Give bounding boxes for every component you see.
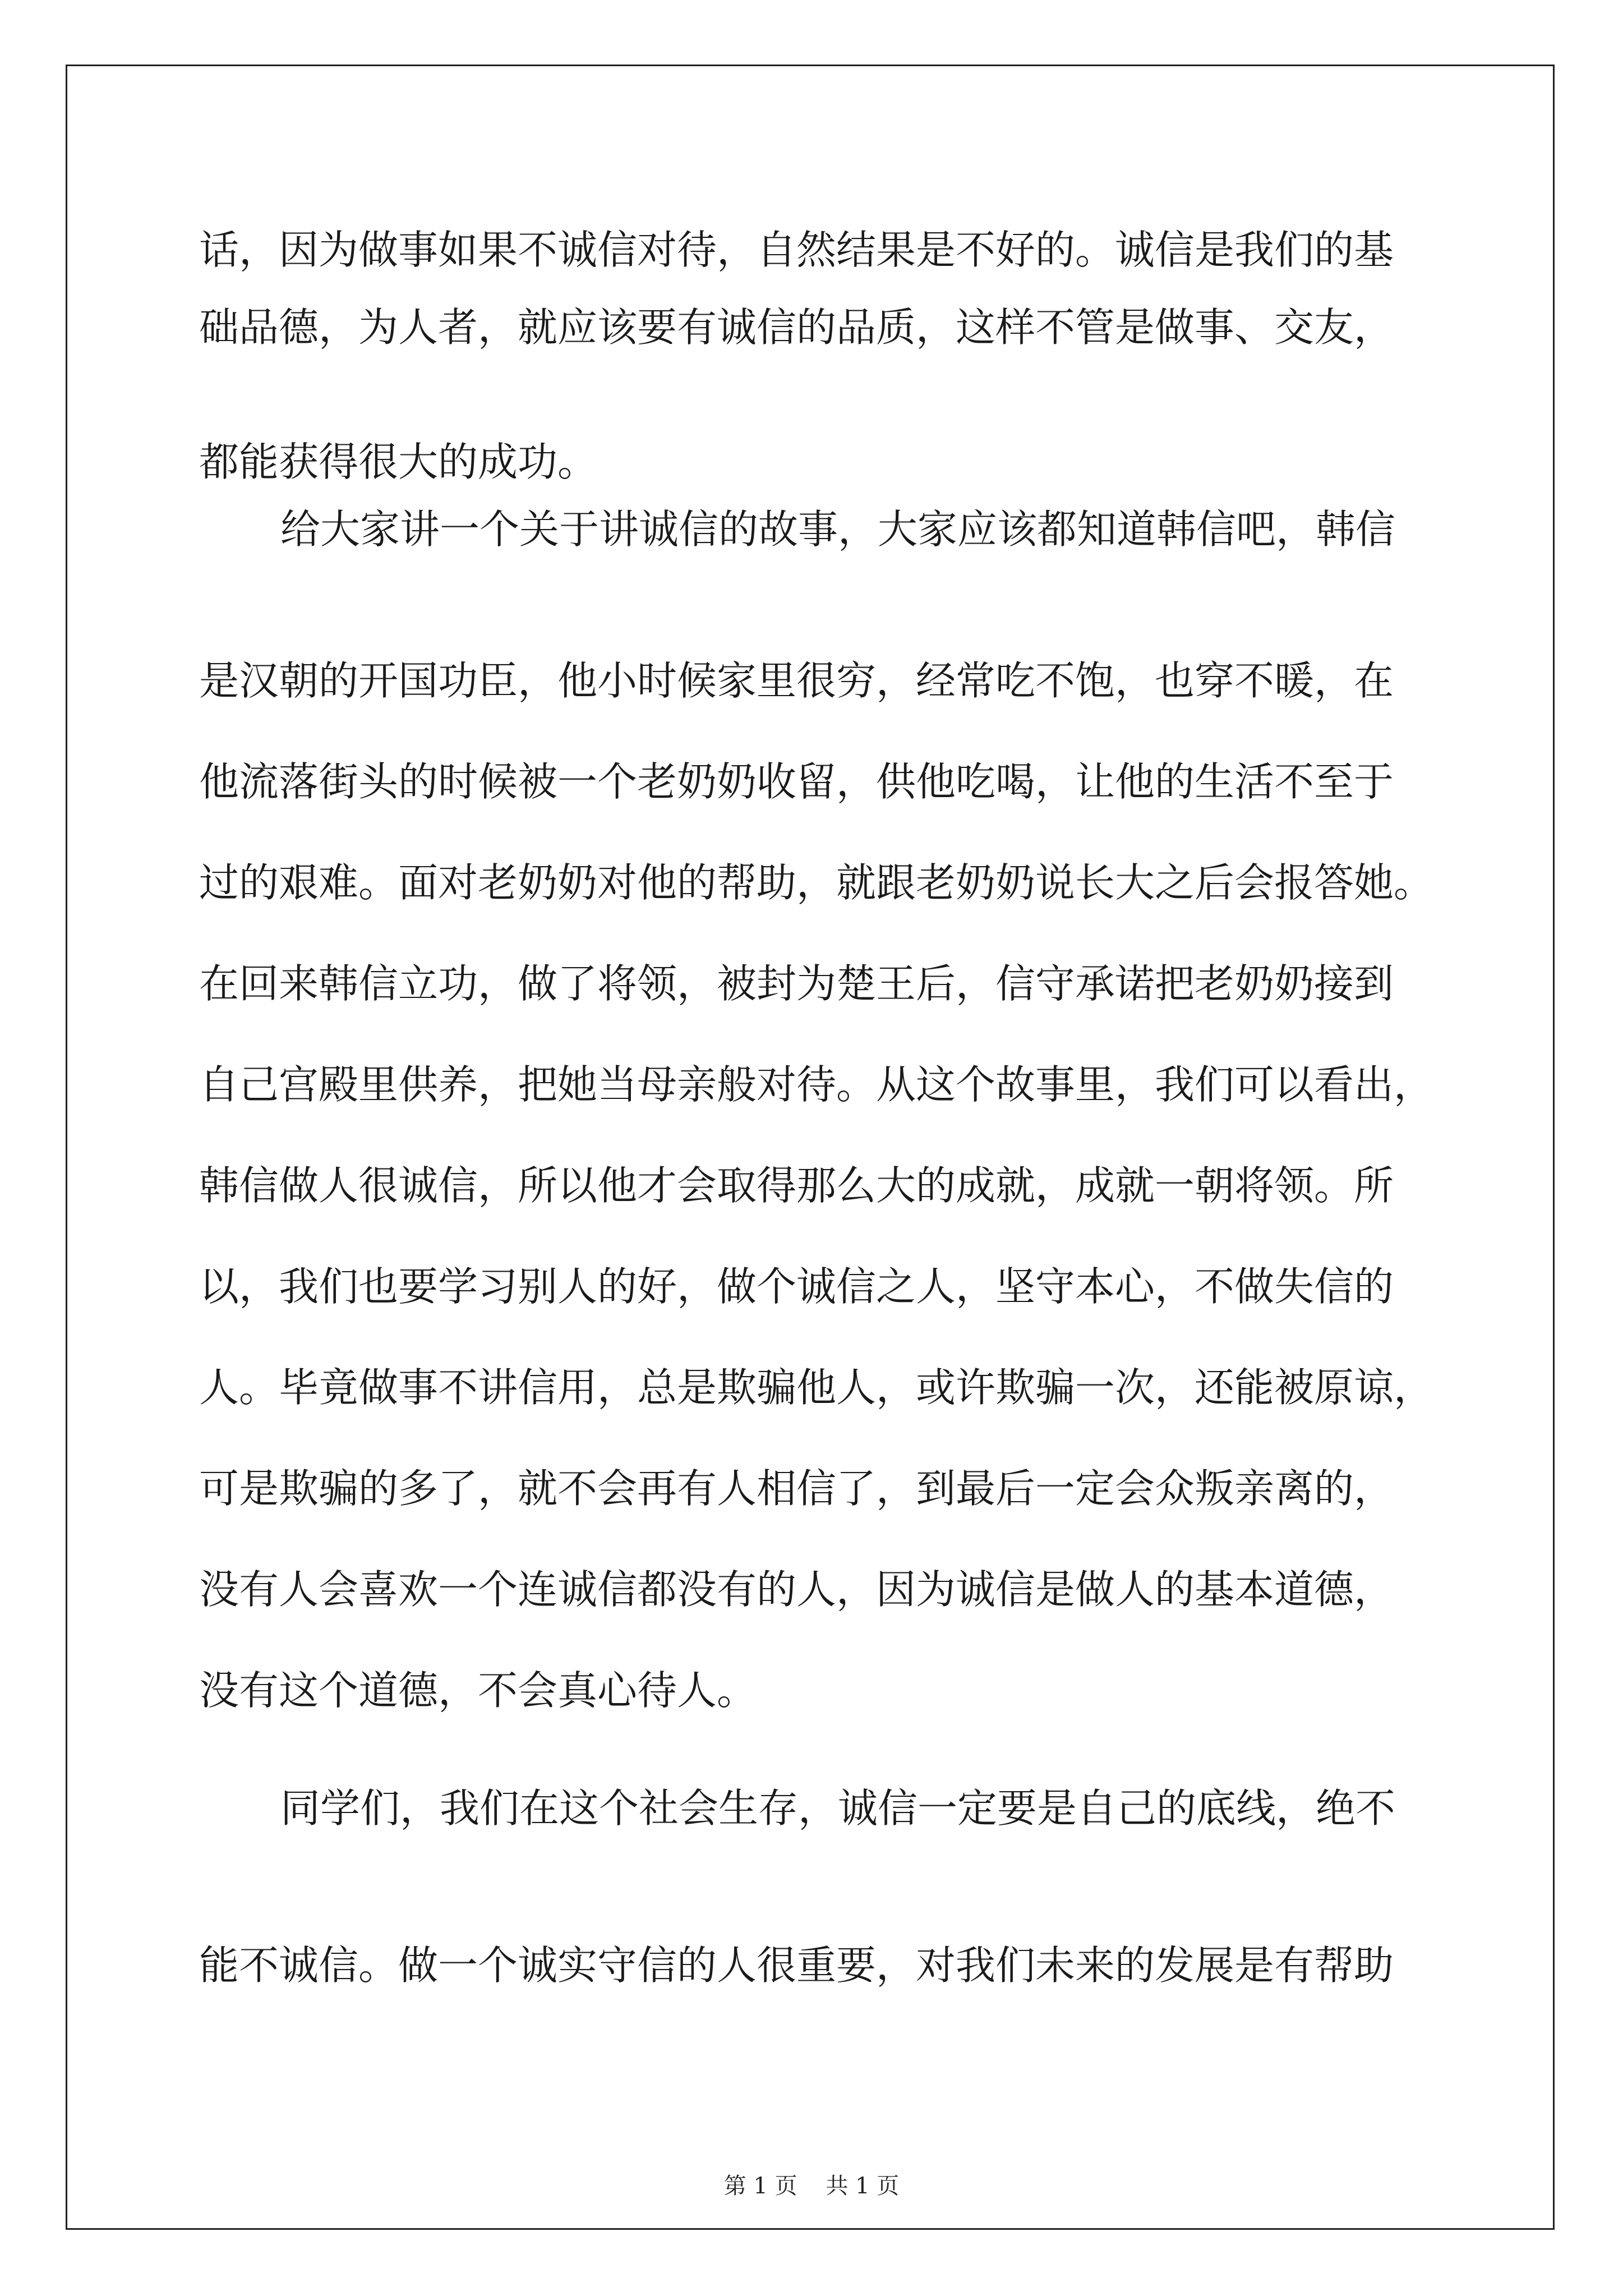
page-border xyxy=(66,65,1555,2230)
text-line: 自己宫殿里供养，把她当母亲般对待。从这个故事里，我们可以看出， xyxy=(199,1061,1434,1108)
text-line: 都能获得很大的成功。 xyxy=(199,439,598,485)
text-line: 他流落街头的时候被一个老奶奶收留，供他吃喝，让他的生活不至于 xyxy=(199,758,1394,805)
page-number-footer: 第 1 页 共 1 页 xyxy=(723,2173,900,2199)
text-line: 给大家讲一个关于讲诚信的故事，大家应该都知道韩信吧，韩信 xyxy=(280,506,1396,553)
text-line: 是汉朝的开国功臣，他小时候家里很穷，经常吃不饱，也穿不暖，在 xyxy=(199,657,1394,704)
text-line: 在回来韩信立功，做了将领，被封为楚王后，信守承诺把老奶奶接到 xyxy=(199,960,1394,1007)
text-line: 韩信做人很诚信，所以他才会取得那么大的成就，成就一朝将领。所 xyxy=(199,1162,1394,1209)
text-line: 没有人会喜欢一个连诚信都没有的人，因为诚信是做人的基本道德， xyxy=(199,1566,1394,1613)
text-line: 过的艰难。面对老奶奶对他的帮助，就跟老奶奶说长大之后会报答她。 xyxy=(199,859,1434,906)
text-line: 没有这个道德，不会真心待人。 xyxy=(199,1667,757,1714)
text-line: 以，我们也要学习别人的好，做个诚信之人，坚守本心，不做失信的 xyxy=(199,1263,1394,1310)
text-line: 话，因为做事如果不诚信对待，自然结果是不好的。诚信是我们的基 xyxy=(199,227,1394,273)
text-line: 可是欺骗的多了，就不会再有人相信了，到最后一定会众叛亲离的， xyxy=(199,1465,1394,1512)
text-line: 能不诚信。做一个诚实守信的人很重要，对我们未来的发展是有帮助 xyxy=(199,1942,1394,1989)
text-line: 同学们，我们在这个社会生存，诚信一定要是自己的底线，绝不 xyxy=(280,1785,1396,1832)
text-line: 础品德，为人者，就应该要有诚信的品质，这样不管是做事、交友， xyxy=(199,304,1394,351)
text-line: 人。毕竟做事不讲信用，总是欺骗他人，或许欺骗一次，还能被原谅， xyxy=(199,1364,1434,1411)
